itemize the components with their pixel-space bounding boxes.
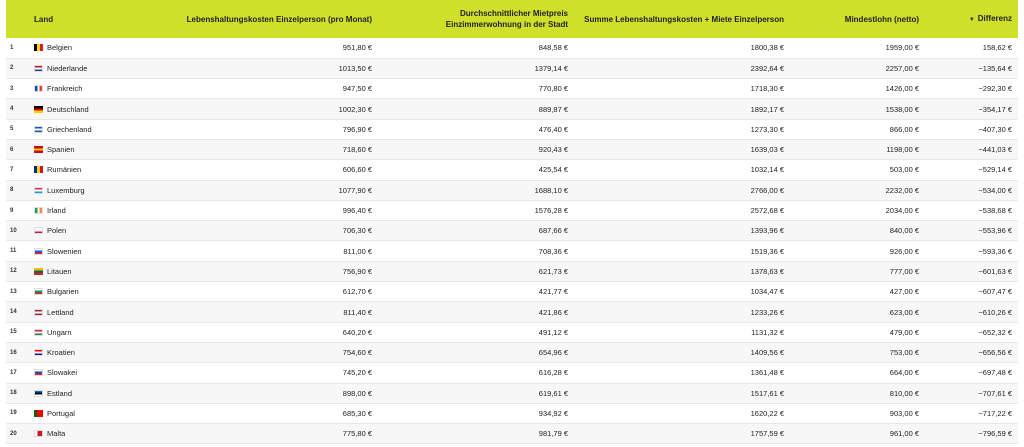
- country-name: Slowenien: [47, 246, 82, 256]
- sum-cell: 2766,00 €: [574, 180, 790, 200]
- cost-cell: 1013,50 €: [133, 58, 378, 78]
- wage-cell: 753,00 €: [790, 342, 925, 362]
- country-flag-icon: [34, 85, 43, 92]
- country-name: Litauen: [47, 266, 72, 276]
- row-index: 20: [6, 424, 28, 444]
- row-index: 10: [6, 221, 28, 241]
- country-flag-icon: [34, 390, 43, 397]
- row-index: 7: [6, 160, 28, 180]
- wage-cell: 926,00 €: [790, 241, 925, 261]
- country-name: Rumänien: [47, 165, 82, 175]
- table-row: [6, 99, 1018, 119]
- sum-cell: 1393,96 €: [574, 221, 790, 241]
- country-cell: [28, 221, 133, 241]
- diff-cell: −796,59 €: [925, 424, 1018, 444]
- cost-cell: 685,30 €: [133, 403, 378, 423]
- country-cell: [28, 200, 133, 220]
- sum-cell: 1620,22 €: [574, 403, 790, 423]
- diff-cell: −529,14 €: [925, 160, 1018, 180]
- sum-cell: 1032,14 €: [574, 160, 790, 180]
- country-cell: [28, 383, 133, 403]
- wage-cell: 840,00 €: [790, 221, 925, 241]
- sum-cell: 2392,64 €: [574, 58, 790, 78]
- table-row: [6, 383, 1018, 403]
- country-name: Griechenland: [47, 124, 92, 134]
- row-index: 18: [6, 383, 28, 403]
- rent-cell: 619,61 €: [378, 383, 574, 403]
- cost-cell: 640,20 €: [133, 322, 378, 342]
- cost-cell: 775,80 €: [133, 424, 378, 444]
- sum-cell: 1378,63 €: [574, 261, 790, 281]
- country-flag-icon: [34, 309, 43, 316]
- header-cost[interactable]: Lebenshaltungskosten Einzelperson (pro Monat): [186, 14, 372, 24]
- wage-cell: 1538,00 €: [790, 99, 925, 119]
- cost-of-living-table: [6, 0, 1018, 444]
- sort-desc-icon[interactable]: ▼: [968, 16, 975, 23]
- row-index: 15: [6, 322, 28, 342]
- country-name: Luxemburg: [47, 185, 85, 195]
- country-flag-icon: [34, 349, 43, 356]
- table-row: [6, 200, 1018, 220]
- country-name: Belgien: [47, 43, 73, 53]
- wage-cell: 479,00 €: [790, 322, 925, 342]
- cost-cell: 811,00 €: [133, 241, 378, 261]
- sum-cell: 1034,47 €: [574, 282, 790, 302]
- country-flag-icon: [34, 430, 43, 437]
- table-row: [6, 403, 1018, 423]
- table-body: [6, 38, 1018, 444]
- country-cell: [28, 99, 133, 119]
- table-row: [6, 139, 1018, 159]
- diff-cell: 158,62 €: [925, 38, 1018, 58]
- country-flag-icon: [34, 207, 43, 214]
- wage-cell: 777,00 €: [790, 261, 925, 281]
- cost-cell: 811,40 €: [133, 302, 378, 322]
- country-flag-icon: [34, 187, 43, 194]
- cost-cell: 756,90 €: [133, 261, 378, 281]
- country-cell: [28, 139, 133, 159]
- rent-cell: 491,12 €: [378, 322, 574, 342]
- wage-cell: 664,00 €: [790, 363, 925, 383]
- table-row: [6, 363, 1018, 383]
- diff-cell: −407,30 €: [925, 119, 1018, 139]
- table-row: [6, 58, 1018, 78]
- wage-cell: 2257,00 €: [790, 58, 925, 78]
- sum-cell: 1718,30 €: [574, 79, 790, 99]
- diff-cell: −697,48 €: [925, 363, 1018, 383]
- rent-cell: 848,58 €: [378, 38, 574, 58]
- table-row: [6, 342, 1018, 362]
- wage-cell: 1426,00 €: [790, 79, 925, 99]
- country-name: Bulgarien: [47, 287, 79, 297]
- country-flag-icon: [34, 166, 43, 173]
- sum-cell: 1519,36 €: [574, 241, 790, 261]
- wage-cell: 1959,00 €: [790, 38, 925, 58]
- table-row: [6, 282, 1018, 302]
- rent-cell: 770,80 €: [378, 79, 574, 99]
- diff-cell: −538,68 €: [925, 200, 1018, 220]
- wage-cell: 866,00 €: [790, 119, 925, 139]
- sum-cell: 1517,61 €: [574, 383, 790, 403]
- country-cell: [28, 424, 133, 444]
- country-name: Portugal: [47, 408, 75, 418]
- sum-cell: 1639,03 €: [574, 139, 790, 159]
- table-row: [6, 221, 1018, 241]
- sum-cell: 2572,68 €: [574, 200, 790, 220]
- cost-cell: 718,60 €: [133, 139, 378, 159]
- rent-cell: 889,87 €: [378, 99, 574, 119]
- country-cell: [28, 342, 133, 362]
- cost-cell: 796,90 €: [133, 119, 378, 139]
- country-name: Kroatien: [47, 348, 75, 358]
- row-index: 16: [6, 342, 28, 362]
- country-cell: [28, 58, 133, 78]
- country-flag-icon: [34, 329, 43, 336]
- row-index: 4: [6, 99, 28, 119]
- diff-cell: −441,03 €: [925, 139, 1018, 159]
- cost-cell: 947,50 €: [133, 79, 378, 99]
- country-cell: [28, 403, 133, 423]
- country-name: Frankreich: [47, 84, 83, 94]
- country-cell: [28, 282, 133, 302]
- table-row: [6, 241, 1018, 261]
- wage-cell: 961,00 €: [790, 424, 925, 444]
- table-row: [6, 119, 1018, 139]
- wage-cell: 810,00 €: [790, 383, 925, 403]
- country-name: Estland: [47, 388, 73, 398]
- country-flag-icon: [34, 227, 43, 234]
- rent-cell: 1688,10 €: [378, 180, 574, 200]
- sum-cell: 1273,30 €: [574, 119, 790, 139]
- cost-cell: 951,80 €: [133, 38, 378, 58]
- header-diff-label: Differenz: [977, 13, 1012, 23]
- wage-cell: 503,00 €: [790, 160, 925, 180]
- cost-cell: 606,60 €: [133, 160, 378, 180]
- country-flag-icon: [34, 268, 43, 275]
- country-name: Ungarn: [47, 327, 72, 337]
- row-index: 3: [6, 79, 28, 99]
- country-flag-icon: [34, 65, 43, 72]
- country-name: Slowakei: [47, 368, 78, 378]
- header-sum[interactable]: Summe Lebenshaltungskosten + Miete Einzelperson: [584, 14, 784, 24]
- country-flag-icon: [34, 126, 43, 133]
- country-cell: [28, 160, 133, 180]
- diff-cell: −707,61 €: [925, 383, 1018, 403]
- diff-cell: −534,00 €: [925, 180, 1018, 200]
- sum-cell: 1757,59 €: [574, 424, 790, 444]
- table-row: [6, 180, 1018, 200]
- header-diff[interactable]: [925, 0, 1018, 38]
- country-name: Polen: [47, 226, 67, 236]
- table-row: [6, 322, 1018, 342]
- cost-cell: 754,60 €: [133, 342, 378, 362]
- row-index: 13: [6, 282, 28, 302]
- sum-cell: 1409,56 €: [574, 342, 790, 362]
- row-index: 1: [6, 38, 28, 58]
- country-cell: [28, 119, 133, 139]
- country-flag-icon: [34, 288, 43, 295]
- country-flag-icon: [34, 146, 43, 153]
- table-row: [6, 261, 1018, 281]
- rent-cell: 1379,14 €: [378, 58, 574, 78]
- diff-cell: −354,17 €: [925, 99, 1018, 119]
- cost-cell: 612,70 €: [133, 282, 378, 302]
- wage-cell: 427,00 €: [790, 282, 925, 302]
- rent-cell: 934,92 €: [378, 403, 574, 423]
- cost-cell: 1077,90 €: [133, 180, 378, 200]
- sum-cell: 1892,17 €: [574, 99, 790, 119]
- rent-cell: 621,73 €: [378, 261, 574, 281]
- country-flag-icon: [34, 248, 43, 255]
- row-index: 19: [6, 403, 28, 423]
- rent-cell: 920,43 €: [378, 139, 574, 159]
- diff-cell: −652,32 €: [925, 322, 1018, 342]
- country-flag-icon: [34, 44, 43, 51]
- country-cell: [28, 241, 133, 261]
- country-name: Lettland: [47, 307, 74, 317]
- rent-cell: 654,96 €: [378, 342, 574, 362]
- rent-cell: 981,79 €: [378, 424, 574, 444]
- row-index: 2: [6, 58, 28, 78]
- diff-cell: −593,36 €: [925, 241, 1018, 261]
- header-index: [6, 0, 28, 38]
- cost-cell: 996,40 €: [133, 200, 378, 220]
- rent-cell: 687,66 €: [378, 221, 574, 241]
- diff-cell: −610,26 €: [925, 302, 1018, 322]
- rent-cell: 421,77 €: [378, 282, 574, 302]
- rent-cell: 425,54 €: [378, 160, 574, 180]
- diff-cell: −607,47 €: [925, 282, 1018, 302]
- country-name: Deutschland: [47, 104, 89, 114]
- rent-cell: 1576,28 €: [378, 200, 574, 220]
- country-cell: [28, 363, 133, 383]
- row-index: 5: [6, 119, 28, 139]
- country-cell: [28, 79, 133, 99]
- diff-cell: −553,96 €: [925, 221, 1018, 241]
- table-row: [6, 302, 1018, 322]
- diff-cell: −601,63 €: [925, 261, 1018, 281]
- wage-cell: 2034,00 €: [790, 200, 925, 220]
- country-cell: [28, 322, 133, 342]
- country-cell: [28, 261, 133, 281]
- diff-cell: −717,22 €: [925, 403, 1018, 423]
- wage-cell: 903,00 €: [790, 403, 925, 423]
- country-flag-icon: [34, 369, 43, 376]
- country-name: Irland: [47, 206, 66, 216]
- row-index: 6: [6, 139, 28, 159]
- country-cell: [28, 302, 133, 322]
- country-flag-icon: [34, 410, 43, 417]
- table-row: [6, 160, 1018, 180]
- wage-cell: 2232,00 €: [790, 180, 925, 200]
- table-header-row: [6, 0, 1018, 38]
- cost-cell: 706,30 €: [133, 221, 378, 241]
- row-index: 17: [6, 363, 28, 383]
- wage-cell: 1198,00 €: [790, 139, 925, 159]
- table-row: [6, 79, 1018, 99]
- row-index: 12: [6, 261, 28, 281]
- diff-cell: −656,56 €: [925, 342, 1018, 362]
- rent-cell: 708,36 €: [378, 241, 574, 261]
- header-wage[interactable]: Mindestlohn (netto): [844, 14, 919, 24]
- rent-cell: 476,40 €: [378, 119, 574, 139]
- sum-cell: 1131,32 €: [574, 322, 790, 342]
- row-index: 14: [6, 302, 28, 322]
- diff-cell: −292,30 €: [925, 79, 1018, 99]
- table-row: [6, 38, 1018, 58]
- sum-cell: 1233,26 €: [574, 302, 790, 322]
- country-name: Spanien: [47, 145, 75, 155]
- country-flag-icon: [34, 106, 43, 113]
- cost-cell: 898,00 €: [133, 383, 378, 403]
- table-row: [6, 424, 1018, 444]
- sum-cell: 1361,48 €: [574, 363, 790, 383]
- sum-cell: 1800,38 €: [574, 38, 790, 58]
- row-index: 8: [6, 180, 28, 200]
- rent-cell: 616,28 €: [378, 363, 574, 383]
- diff-cell: −135,64 €: [925, 58, 1018, 78]
- cost-cell: 1002,30 €: [133, 99, 378, 119]
- cost-cell: 745,20 €: [133, 363, 378, 383]
- header-land[interactable]: Land: [34, 14, 54, 24]
- row-index: 11: [6, 241, 28, 261]
- country-cell: [28, 38, 133, 58]
- wage-cell: 623,00 €: [790, 302, 925, 322]
- country-cell: [28, 180, 133, 200]
- country-name: Malta: [47, 429, 66, 439]
- country-name: Niederlande: [47, 63, 88, 73]
- rent-cell: 421,86 €: [378, 302, 574, 322]
- row-index: 9: [6, 200, 28, 220]
- header-rent[interactable]: Durchschnittlicher Mietpreis Einzimmerwohnung in der Stadt: [445, 9, 568, 29]
